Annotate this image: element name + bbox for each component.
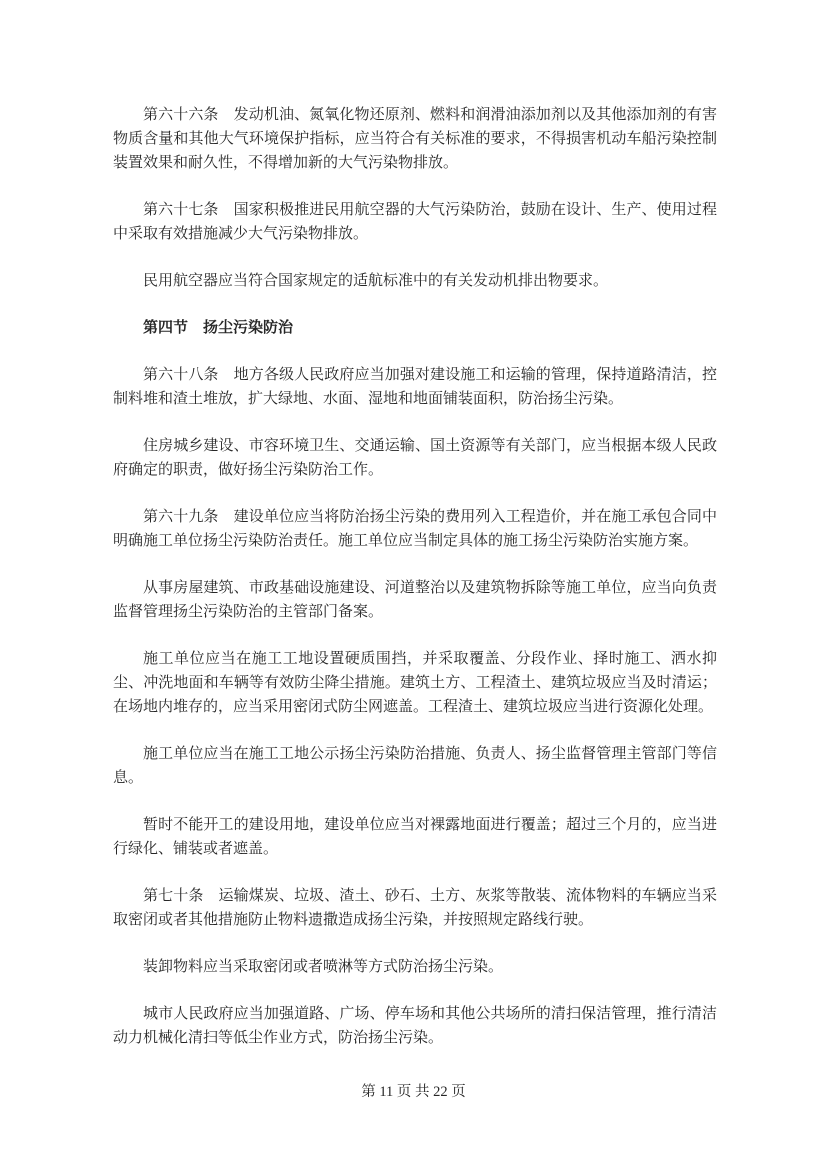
document-content — [113, 103, 717, 1073]
article-70-paragraph-3: 城市人民政府应当加强道路、广场、停车场和其他公共场所的清扫保洁管理，推行清洁动力机械化清扫等低尘作业方式，防治扬尘污染。 — [113, 1006, 717, 1046]
section-4-heading: 第四节 扬尘污染防治 — [143, 320, 294, 336]
article-69-paragraph-4: 施工单位应当在施工工地公示扬尘污染防治措施、负责人、扬尘监督管理主管部门等信息。 — [113, 746, 717, 786]
page-footer: 第 11 页 共 22 页 — [361, 1084, 466, 1100]
article-67-paragraph-2: 民用航空器应当符合国家规定的适航标准中的有关发动机排出物要求。 — [143, 273, 609, 289]
article-69-paragraph-2: 从事房屋建筑、市政基础设施建设、河道整治以及建筑物拆除等施工单位，应当向负责监督管理扬尘污染防治的主管部门备案。 — [113, 580, 717, 620]
article-68-text: 第六十八条 地方各级人民政府应当加强对建设施工和运输的管理，保持道路清洁，控制料堆和渣土堆放，扩大绿地、水面、湿地和地面铺装面积，防治扬尘污染。 — [113, 367, 717, 407]
article-70-text: 第七十条 运输煤炭、垃圾、渣土、砂石、土方、灰浆等散装、流体物料的车辆应当采取密闭或者其他措施防止物料遗撒造成扬尘污染，并按照规定路线行驶。 — [113, 888, 717, 928]
article-69-paragraph-3: 施工单位应当在施工工地设置硬质围挡，并采取覆盖、分段作业、择时施工、洒水抑尘、冲洗地面和车辆等有效防尘降尘措施。建筑土方、工程渣土、建筑垃圾应当及时清运；在场地内堆存的，应当采用密闭式防尘网遮盖。工程渣土、建筑垃圾应当进行资源化处理。 — [113, 651, 717, 715]
article-69-text: 第六十九条 建设单位应当将防治扬尘污染的费用列入工程造价，并在施工承包合同中明确施工单位扬尘污染防治责任。施工单位应当制定具体的施工扬尘污染防治实施方案。 — [113, 509, 717, 549]
article-70-paragraph-2: 装卸物料应当采取密闭或者喷淋等方式防治扬尘污染。 — [143, 959, 504, 975]
article-66-text: 第六十六条 发动机油、氮氧化物还原剂、燃料和润滑油添加剂以及其他添加剂的有害物质含量和其他大气环境保护指标，应当符合有关标准的要求，不得损害机动车船污染控制装置效果和耐久性，不得增加新的大气污染物排放。 — [113, 107, 717, 171]
article-68-paragraph-2: 住房城乡建设、市容环境卫生、交通运输、国土资源等有关部门，应当根据本级人民政府确定的职责，做好扬尘污染防治工作。 — [113, 438, 717, 478]
article-69-paragraph-5: 暂时不能开工的建设用地，建设单位应当对裸露地面进行覆盖；超过三个月的，应当进行绿化、铺装或者遮盖。 — [113, 817, 717, 857]
article-67-text: 第六十七条 国家积极推进民用航空器的大气污染防治，鼓励在设计、生产、使用过程中采取有效措施减少大气污染物排放。 — [113, 202, 717, 242]
